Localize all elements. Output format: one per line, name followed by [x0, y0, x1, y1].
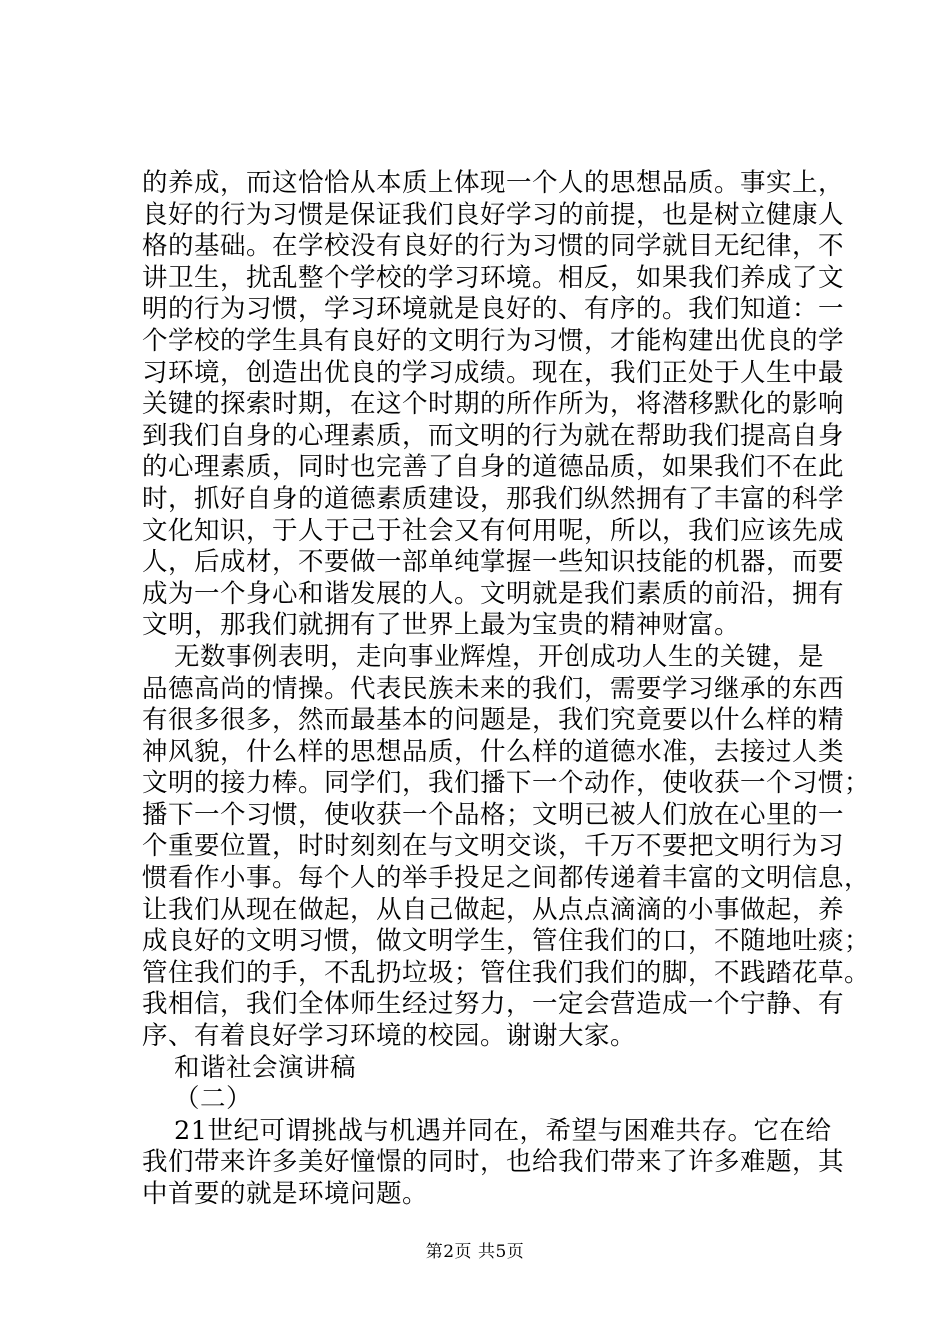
text-line: 有很多很多，然而最基本的问题是，我们究竟要以什么样的精 [142, 705, 845, 736]
text-line: 明的行为习惯，学习环境就是良好的、有序的。我们知道：一 [142, 294, 845, 325]
paragraph-start-line: 无数事例表明，走向事业辉煌，开创成功人生的关键，是 [174, 641, 825, 672]
text-line: 我们带来许多美好憧憬的同时，也给我们带来了许多难题，其 [142, 1147, 845, 1178]
text-line: 的心理素质，同时也完善了自身的道德品质，如果我们不在此 [142, 452, 845, 483]
text-line: 成良好的文明习惯，做文明学生，管住我们的口，不随地吐痰； [142, 926, 871, 957]
text-line: 让我们从现在做起，从自己做起，从点点滴滴的小事做起，养 [142, 894, 845, 925]
text-line: 文明，那我们就拥有了世界上最为宝贵的精神财富。 [142, 610, 741, 641]
text-line: 我相信，我们全体师生经过努力，一定会营造成一个宁静、有 [142, 989, 845, 1020]
text-line: 讲卫生，扰乱整个学校的学习环境。相反，如果我们养成了文 [142, 262, 845, 293]
text-line: 到我们自身的心理素质，而文明的行为就在帮助我们提高自身 [142, 420, 845, 451]
text-line: 关键的探索时期，在这个时期的所作所为，将潜移默化的影响 [142, 389, 845, 420]
text-line: 良好的行为习惯是保证我们良好学习的前提，也是树立健康人 [142, 199, 845, 230]
section-title: 和谐社会演讲稿 [174, 1052, 357, 1083]
text-line: 文化知识，于人于己于社会又有何用呢，所以，我们应该先成 [142, 515, 845, 546]
text-line: 中首要的就是环境问题。 [142, 1179, 429, 1209]
text-line: 播下一个习惯，使收获一个品格；文明已被人们放在心里的一 [142, 799, 845, 830]
page-number: 第2页 共5页 [425, 1242, 525, 1262]
text-line: 神风貌，什么样的思想品质，什么样的道德水准，去接过人类 [142, 736, 845, 767]
text-line: 文明的接力棒。同学们，我们播下一个动作，使收获一个习惯； [142, 768, 871, 799]
text-line: 人，后成材，不要做一部单纯掌握一些知识技能的机器，而要 [142, 547, 845, 578]
text-line: 成为一个身心和谐发展的人。文明就是我们素质的前沿，拥有 [142, 578, 845, 609]
paragraph-start-line: 21世纪可谓挑战与机遇并同在，希望与困难共存。它在给 [174, 1115, 832, 1146]
text-line: 个重要位置，时时刻刻在与文明交谈，千万不要把文明行为习 [142, 831, 845, 862]
text-line: 时，抓好自身的道德素质建设，那我们纵然拥有了丰富的科学 [142, 483, 845, 514]
text-line: 管住我们的手，不乱扔垃圾；管住我们我们的脚，不践踏花草。 [142, 957, 871, 988]
text-line: 序、有着良好学习环境的校园。谢谢大家。 [142, 1021, 637, 1052]
section-number: （二） [174, 1084, 253, 1115]
text-line: 品德高尚的情操。代表民族未来的我们，需要学习继承的东西 [142, 673, 845, 704]
text-line: 格的基础。在学校没有良好的行为习惯的同学就目无纪律，不 [142, 231, 845, 262]
page-footer [0, 1242, 950, 1262]
text-line: 的养成，而这恰恰从本质上体现一个人的思想品质。事实上， [142, 168, 845, 198]
document-body [142, 168, 871, 1211]
text-line: 惯看作小事。每个人的举手投足之间都传递着丰富的文明信息， [142, 863, 871, 894]
text-line: 个学校的学生具有良好的文明行为习惯，才能构建出优良的学 [142, 325, 845, 356]
text-line: 习环境，创造出优良的学习成绩。现在，我们正处于人生中最 [142, 357, 845, 388]
